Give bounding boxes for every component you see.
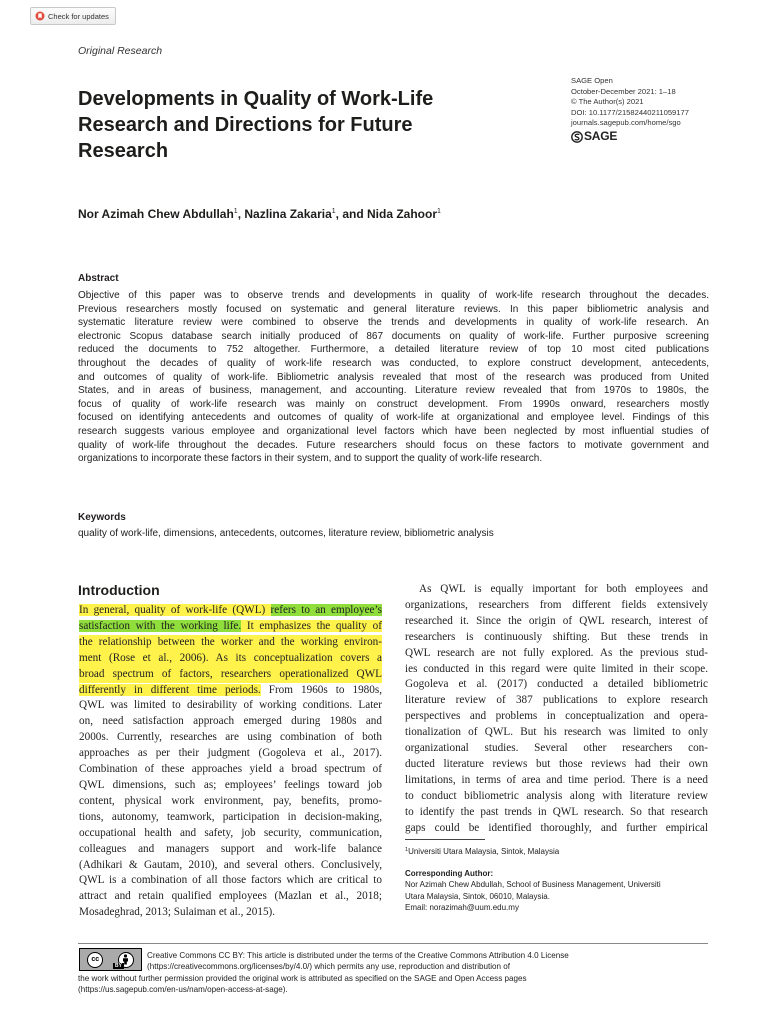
article-title (78, 86, 508, 164)
bookmark-update-icon (35, 11, 45, 21)
highlight-yellow-line[interactable]: broad spectrum of factors, researchers operationalized QWL (79, 667, 382, 683)
sage-logo-icon (571, 131, 583, 143)
license-line[interactable]: (https://creativecommons.org/licenses/by/4.0/) which permits any use, reproduction and distribution of (147, 962, 511, 972)
body-line: to identify the past trends in QWL research. So that research (405, 805, 708, 818)
journal-issue: October-December 2021: 1–18 (571, 86, 676, 96)
introduction-right-column (405, 582, 708, 837)
body-line: occupational health and safety, job security, communication, (79, 826, 382, 839)
author-name: Nida Zahoor (367, 207, 438, 221)
journal-url[interactable]: journals.sagepub.com/home/sgo (571, 118, 681, 127)
author-list: Nor Azimah Chew Abdullah$^1$, Nazlina Zakaria$^1$, and Nida Zahoor$^1$ (78, 207, 441, 221)
highlight-yellow-line[interactable]: the relationship between the worker and the working environ- (79, 635, 382, 651)
body-line (79, 603, 382, 619)
abstract-line: Objective of this paper was to observe trends and developments in quality of work-life research throughout the decades. (78, 290, 709, 301)
keywords-heading: Keywords (78, 512, 126, 523)
abstract-line: research suggests various employee and organizational level factors which have been neglected by most influential studies of (78, 425, 709, 437)
title-line: Research (78, 140, 169, 162)
body-line: researched it. Since the origin of QWL research, interest of (405, 614, 708, 627)
by-label: BY (115, 963, 122, 969)
affiliation-footnote (405, 845, 661, 858)
introduction-heading: Introduction (78, 582, 160, 598)
body-line: tions, autonomy, teamwork, participation in decision-making, (79, 810, 382, 823)
body-line: literature review of 387 publications to explore research (405, 694, 708, 707)
abstract-line: focused on identifying antecedents and outcomes of quality of work-life at organizational and employee level. Findings of this (78, 412, 709, 424)
check-for-updates-label: Check for updates (48, 11, 109, 21)
body-line: colleagues and managers support and work-life balance (79, 842, 382, 855)
body-line: 2000s. Currently, researches are using combination of both (79, 731, 382, 744)
body-line: gaps could be identified thoroughly, and further empirical (405, 821, 708, 834)
abstract-line: and outcomes of quality of work-life. Bibliometric analysis revealed that most of the research was produced from United (78, 371, 709, 383)
license-divider (78, 943, 708, 944)
body-line: attract and retain qualified employees (Mazlan et al., 2018; (79, 890, 382, 903)
title-line: Research and Directions for Future (78, 114, 413, 136)
keywords-list: quality of work-life, dimensions, antecedents, outcomes, literature review, bibliometric analysis (78, 528, 494, 539)
highlight-yellow[interactable]: In general, quality of work-life (QWL) (79, 604, 271, 616)
body-line: Mosadeghrad, 2013; Sulaiman et al., 2015). (79, 906, 276, 919)
license-text (78, 950, 708, 995)
body-line: QWL dimensions, such as; employees’ feelings toward job (79, 778, 382, 791)
body-line: (Adhikari & Gautam, 2010), and several others. Conclusively, (79, 858, 382, 871)
affiliation-marker: 1 (405, 847, 409, 853)
journal-name: SAGE Open (571, 76, 613, 85)
corresponding-author-heading: Corresponding Author: (405, 868, 494, 878)
affiliation-marker: 1 (437, 208, 441, 215)
body-line (79, 683, 382, 699)
affiliation-text: Universiti Utara Malaysia, Sintok, Malaysia (408, 847, 560, 856)
abstract-line: quality of work-life throughout the decades. Future researchers should focus on these factors to motivate government and (78, 439, 709, 451)
body-text: From 1960s to 1980s, (260, 683, 382, 696)
abstract-line: systematic literature review were combined to observe the trends and developments in quality of work-life research. An (78, 317, 709, 329)
license-line: the work without further permission provided the original work is attributed as specified on the SAGE and Open Access pages (78, 973, 527, 983)
author-name: Nazlina Zakaria (244, 207, 332, 221)
footnotes (405, 845, 661, 914)
body-line: QWL was limited to desirability of working conditions. Later (79, 699, 382, 712)
body-line: perspectives and problems in conceptualization and opera- (405, 710, 708, 723)
abstract-line: focus of quality of work-life research was mainly on construct development. From 1990s onward, researchers mostly (78, 398, 709, 410)
sage-logo (571, 131, 689, 143)
body-line: organizations, researchers from different fields extensively (405, 598, 708, 611)
body-line: ies conducted in this regard were quite limited in their scope. (405, 662, 708, 675)
body-line: approaches as per their judgment (Gogoleva et al., 2017). (79, 747, 382, 760)
body-line: ducted literature reviews but those reviews had their own (405, 757, 708, 770)
footnote-divider (405, 839, 485, 840)
check-for-updates-badge[interactable] (30, 7, 116, 25)
corresponding-author-line: Nor Azimah Chew Abdullah, School of Business Management, Universiti (405, 880, 661, 889)
journal-copyright: © The Author(s) 2021 (571, 97, 644, 106)
body-line: Gogoleva et al. (2017) conducted a detailed bibliometric (405, 678, 708, 691)
highlight-green[interactable]: satisfaction with the working life. (79, 619, 242, 632)
body-line: As QWL is equally important for both employees and (419, 583, 708, 595)
body-line: Combination of these approaches yield a broad spectrum of (79, 763, 382, 776)
abstract-line: reduced the documents to 752 altogether. Furthermore, a detailed literature review of top 10 most cited publications (78, 344, 709, 356)
body-line: to conduct bibliometric analysis along with literature review (405, 789, 708, 802)
journal-doi[interactable]: DOI: 10.1177/21582440211059177 (571, 107, 689, 117)
body-line: organizational studies. Several other researchers con- (405, 742, 708, 755)
journal-info (571, 76, 689, 143)
highlight-yellow[interactable]: It emphasizes the quality of (241, 619, 382, 632)
abstract-line: electronic Scopus database search initially produced of 867 documents on quality of work-life. Further purposive screening (78, 330, 709, 342)
introduction-left-column (79, 603, 382, 921)
sage-logo-text: SAGE (584, 129, 618, 144)
body-line: on, need satisfaction approach emerged during 1980s and (79, 715, 382, 728)
creative-commons-icon: cc (87, 952, 103, 968)
abstract-line: Previous researchers mostly focused on systematic and general literature reviews. In this paper bibliometric analysis and (78, 303, 709, 315)
affiliation-marker: 1 (233, 208, 238, 215)
body-line: content, physical work environment, pay, benefits, promo- (79, 794, 382, 807)
body-line: QWL is a combination of all those factors which are critical to (79, 874, 382, 887)
abstract-line: States, and in areas of business, management, and accounting. Literature review revealed that from 1970s to 1980s, the (78, 385, 709, 397)
author-name: Nor Azimah Chew Abdullah (78, 207, 234, 221)
license-line: Creative Commons CC BY: This article is distributed under the terms of the Creative Commons Attribution 4.0 License (147, 951, 569, 960)
abstract-line: organizations to incorporate these factors in their system, and to support the quality of work-life research. (78, 453, 543, 465)
abstract-line: throughout the decades of quality of work-life research was conducted, to explore construct development, antecedents, (78, 357, 709, 369)
highlight-yellow-line[interactable]: ment (Rose et al., 2006). As its conceptualization covers a (79, 651, 382, 667)
body-line: researchers is continuously shifting. But these trends in (405, 630, 708, 643)
highlight-green[interactable]: refers to an employee’s (270, 604, 382, 616)
abstract-heading: Abstract (78, 273, 119, 284)
corresponding-author-line: Utara Malaysia, Sintok, 06010, Malaysia. (405, 891, 550, 901)
body-line: limitations, in terms of area and time period. There is a need (405, 773, 708, 786)
body-line (79, 619, 382, 635)
corresponding-author-email[interactable]: Email: norazimah@uum.edu.my (405, 903, 519, 912)
title-line: Developments in Quality of Work-Life (78, 88, 434, 110)
body-line: QWL research are not fully explored. As the previous stud- (405, 646, 708, 659)
article-type-label: Original Research (78, 45, 163, 57)
license-line[interactable]: (https://us.sagepub.com/en-us/nam/open-access-at-sage). (78, 984, 288, 994)
highlight-yellow[interactable]: differently in different time periods. (79, 683, 261, 696)
affiliation-marker: 1 (331, 208, 336, 215)
abstract-body (78, 289, 709, 466)
body-line: tionalization of QWL. But his research was limited to only (405, 726, 708, 739)
